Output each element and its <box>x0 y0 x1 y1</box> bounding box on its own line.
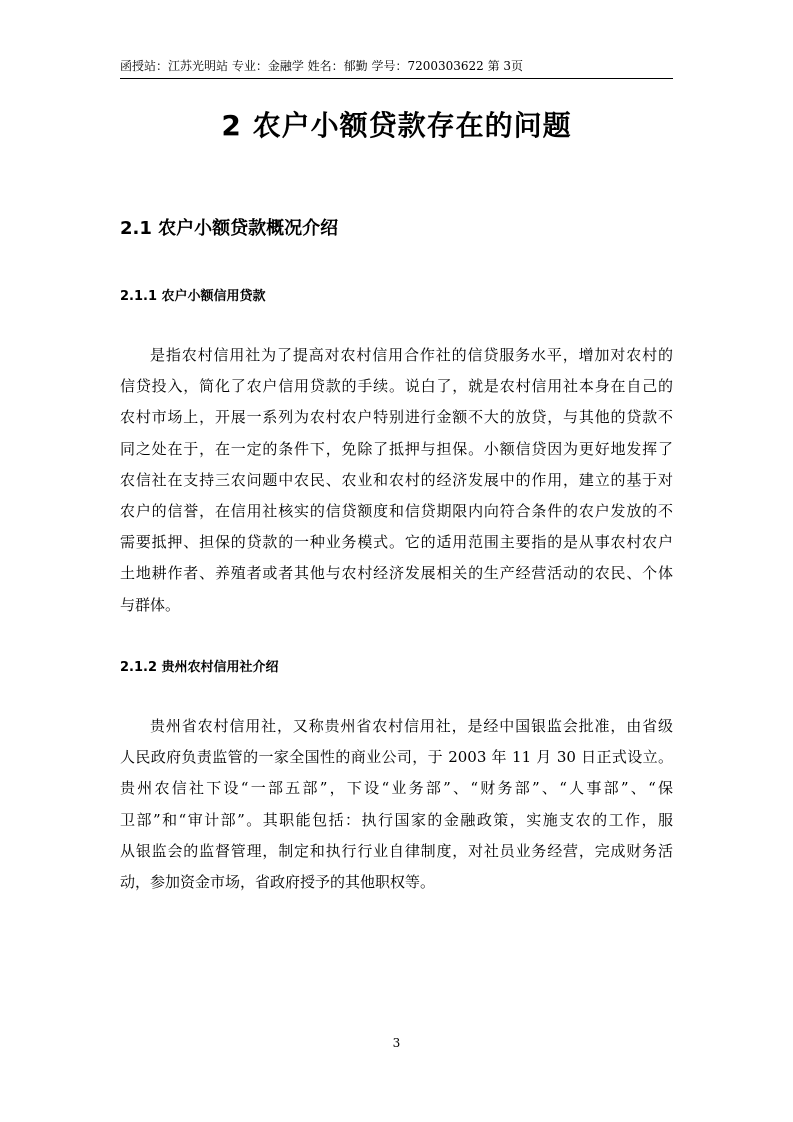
subsection-title-2-1-1: 2.1.1 农户小额信用贷款 <box>120 289 266 304</box>
paragraph-line: 信贷投入，简化了农户信用贷款的手续。说白了，就是农村信用社本身在自己的 <box>120 377 673 396</box>
running-header: 函授站：江苏光明站 专业：金融学 姓名：郁勤 学号：7200303622 第 3页 <box>120 59 524 73</box>
paragraph-line: 动，参加资金市场，省政府授予的其他职权等。 <box>120 872 436 891</box>
paragraph-line: 农村市场上，开展一系列为农村农户特别进行金额不大的放贷，与其他的贷款不 <box>120 408 673 427</box>
paragraph-line: 农信社在支持三农问题中农民、农业和农村的经济发展中的作用，建立的基于对 <box>120 470 673 489</box>
paragraph-line: 同之处在于，在一定的条件下，免除了抵押与担保。小额信贷因为更好地发挥了 <box>120 439 673 458</box>
paragraph-microcredit <box>120 340 673 621</box>
header-divider <box>120 78 673 79</box>
section-title: 2.1 农户小额贷款概况介绍 <box>120 218 339 239</box>
paragraph-line: 人民政府负责监管的一家全国性的商业公司，于 2003 年 11 月 30 日正式设立。 <box>120 748 673 767</box>
paragraph-line: 从银监会的监督管理，制定和执行行业自律制度，对社员业务经营，完成财务活 <box>120 841 673 860</box>
paragraph-line: 需要抵押、担保的贷款的一种业务模式。它的适用范围主要指的是从事农村农户 <box>120 533 673 552</box>
chapter-title: 2 农户小额贷款存在的问题 <box>221 109 572 142</box>
paragraph-line: 是指农村信用社为了提高对农村信用合作社的信贷服务水平，增加对农村的 <box>150 346 673 364</box>
paragraph-line: 土地耕作者、养殖者或者其他与农村经济发展相关的生产经营活动的农民、个体 <box>120 564 673 583</box>
paragraph-line: 与群体。 <box>120 595 181 614</box>
subsection-title-2-1-2: 2.1.2 贵州农村信用社介绍 <box>120 660 279 675</box>
page-number: 3 <box>392 1036 401 1050</box>
paragraph-line: 贵州农信社下设“一部五部”，下设“业务部”、“财务部”、“人事部”、“保 <box>120 779 673 798</box>
paragraph-line: 农户的信誉，在信用社核实的信贷额度和信贷期限内向符合条件的农户发放的不 <box>120 501 673 520</box>
paragraph-line: 卫部”和“审计部”。其职能包括：执行国家的金融政策，实施支农的工作，服 <box>120 810 673 829</box>
paragraph-line: 贵州省农村信用社，又称贵州省农村信用社，是经中国银监会批准，由省级 <box>150 717 673 735</box>
paragraph-guizhou-credit-union <box>120 711 673 898</box>
